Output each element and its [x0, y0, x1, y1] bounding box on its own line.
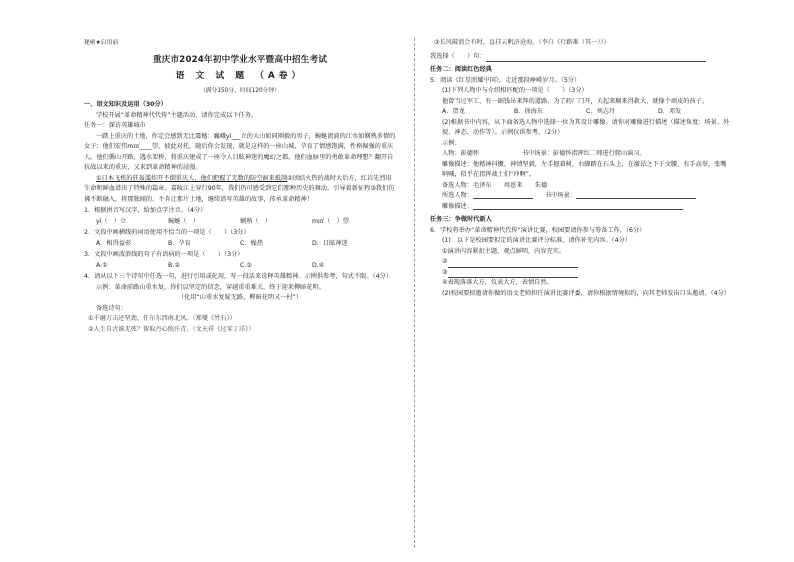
criteria-2-label: ②: [442, 258, 448, 265]
q1-item: m㎡（ ）望: [312, 217, 349, 225]
answer-blank[interactable]: [486, 54, 706, 62]
right-column: [430, 38, 730, 299]
question-1: 1．根据拼音写汉字，给加点字注音。（4分）: [84, 207, 207, 214]
example-scene: 书中场景：彭德怀指挥红二师进行爬山演习。: [522, 150, 646, 157]
q2-option: C．燥热: [240, 239, 263, 247]
criteria-3-blank[interactable]: [448, 270, 578, 278]
question-6-1: (1) 以下是校园要拟定的演讲比赛评分标准，请你补充内容。（4分）: [442, 237, 632, 244]
secret-label: 秘密★启用前: [84, 40, 119, 46]
criteria-3: [430, 268, 730, 279]
chosen-scene-label: 书中场景：: [544, 192, 576, 199]
example-description: 雕像描述：他精神抖擞，神情坚毅，左手握着树，右脚踏在石头上，在激昂之下于文腰，有手高举，张嘴呐喊，似乎在指挥战士们“冲啊”。: [442, 160, 727, 178]
subject-title: 语 文 试 题 （A卷）: [175, 71, 305, 81]
q2-option: B．孕育: [168, 239, 191, 247]
criteria-2-blank[interactable]: [448, 260, 578, 268]
example-label: 示例：: [442, 139, 461, 147]
poems-label: 备选诗句：: [96, 304, 127, 312]
example-person-row: [430, 149, 730, 160]
q1-item: 蜿蜒（ ）: [168, 217, 199, 225]
q3-option: B.②: [168, 261, 180, 269]
exam-meta: （满分150分，时间120分钟）: [199, 87, 281, 94]
task-1-heading: 任务一：探访英雄城市: [84, 122, 146, 129]
question-6: 6．学校将举办“革命精神代代传”演讲比赛，校园要请你参与筹备工作。（6分）: [430, 226, 646, 234]
q2-option: D．目眩神迷: [312, 239, 348, 247]
poem-3: ③长风破浪会有时，直挂云帆济沧海。（李白《行路难（其一）》）: [434, 39, 610, 46]
example-person: 人物：彭德怀: [442, 150, 480, 157]
intro-text: 学校开展“革命精神代代传”主题活动，请你完成以下任务。: [96, 111, 258, 119]
question-4-example: 示例：革命前路山重水复，你们以坚定的信念，穿越重重难关，终于迎来柳暗花明。: [96, 283, 325, 291]
answer-line: [430, 52, 730, 63]
criteria-2: [430, 257, 730, 268]
q3-option: C.③: [240, 261, 252, 269]
question-6-2: (2)校园要拟邀请你做的语文老师担任演讲比赛评委，请你根据情境拟约，向其老师发出口头邀请。（4分）: [442, 289, 731, 297]
description-label: 雕像描述：: [442, 202, 473, 210]
q5-option: D．邓发: [658, 108, 682, 115]
question-5-1-description: 他曾当过军工，有一副钱吊来拜的道路，为了药厂门开，关起来顺来得救大，就像个顽皮的孩子。: [442, 97, 709, 105]
q5-option: A．贺龙: [442, 108, 465, 115]
question-4: 4．请从以下三个诗句中任选一句，进行引用或化用，写一段话来诠释英雄精神。示例供参考，句式不限。（4分）: [84, 273, 392, 280]
poem-2: ②人生自古谁无死？留取丹心照汗青。（文天祥《过零丁洋》）: [88, 325, 255, 333]
question-5-2: (2)根据书中内容，从下面备选人物中选择一位为其设计雕像。请你对雕像进行描述（描述角度：场景、外貌、神态、动作等）。示例仅供参考。（2分）: [442, 118, 730, 136]
chosen-person-label: 所选人物：: [442, 192, 473, 199]
criteria-3-label: ③: [442, 268, 448, 276]
chosen-row: [430, 191, 730, 202]
question-2-options: [84, 239, 396, 250]
passage-paragraph-2: [84, 174, 396, 206]
q1-item: yì（ ）立: [96, 217, 127, 225]
candidate-persons: 备选人物：毛泽东 周恩来 朱德: [442, 181, 548, 189]
question-5-1-options: [430, 107, 730, 118]
passage-paragraph-1: 一踏上重庆的土地，你定会感到无比震撼：巍峨yì___立的大山如同刚毅的男子，蜿蜒流淌的江水如娴熟多情的女子；他们宏伟m㎡____望，彼此对托。随后你会发现，就是这样的一座山城，孕育了情感饱满，性格倔强的重庆人。他们循山开路，遇水架桥，将重庆建成了一座令人目眩神迷的魔幻之都。他们血脉里的勇敢革命理想？翻开自抗战以来的重庆，又来到革命精神的浸漫。: [84, 132, 396, 171]
sentence-2: ②团结火热的战时大后方，红岩先烈用生命和鲜血谱出了特殊的篇章。嘉陵江上穿行90年，我们仍可感受到它们那种历史的舞动，引导着新征程: [84, 174, 392, 192]
q3-option: A.①: [96, 261, 108, 269]
task-3-heading: 任务三：争做时代新人: [430, 216, 492, 223]
q1-item: 娴熟（ ）: [240, 217, 271, 225]
chosen-scene-blank[interactable]: [576, 191, 696, 199]
poem-1: ①千磨万击还坚劲，任尔东西南北风。（郑燮《竹石》）: [88, 315, 236, 322]
underlined-sentence-1: ①日本飞机的狂轰滥炸吓不倒重庆人，他们把握了无数的防空洞来抵制: [96, 174, 288, 182]
q3-option: D.④: [312, 261, 325, 269]
left-column: [84, 38, 396, 335]
question-5-1: (1)下列人物中与介绍相匹配的一项是（ ）（3分）: [442, 87, 588, 94]
criteria-4: ④表现落落大方，仪表大方，表情自然。: [442, 279, 553, 286]
description-blank[interactable]: [473, 202, 683, 210]
question-3-options: [84, 261, 396, 272]
criteria-1: ①演讲内容紧扣主题，观点鲜明，内容充实。: [442, 247, 566, 255]
question-3: 3．文段中画波浪线的句子有语病的一项是（ ）（3分）: [84, 251, 244, 258]
question-4-note: （化用“山重水复疑无路，柳暗花明又一村”）: [178, 294, 302, 301]
q5-option: C．刘志丹: [586, 108, 616, 115]
column-divider: [414, 38, 415, 548]
question-2: 2．文段中画横线的词语使用不恰当的一项是（ ）（3分）: [84, 229, 250, 236]
q2-option: A．相得益彰: [96, 239, 132, 247]
exam-title: 重庆市2024年初中学业水平暨高中招生考试: [152, 54, 328, 65]
section-1-heading: 一、语文知识及运用（30分）: [84, 101, 167, 108]
answer-label: 我选择（ ）句：: [430, 52, 486, 60]
q5-option: B．徐海东: [514, 108, 543, 115]
task-2-heading: 任务二：阅读红色经典: [430, 66, 492, 73]
question-1-items: [84, 217, 396, 228]
chosen-person-blank[interactable]: [473, 191, 533, 199]
sentence-3: ③我们仿佛不断融入，将那独闻的、不肯让那片土地，继续谱写英雄的故事，传承革命精神！: [84, 185, 395, 203]
description-row: [430, 202, 730, 213]
question-5: 5．阅读《红星照耀中国》，走近那段峥嵘岁月。（5分）: [430, 76, 581, 84]
